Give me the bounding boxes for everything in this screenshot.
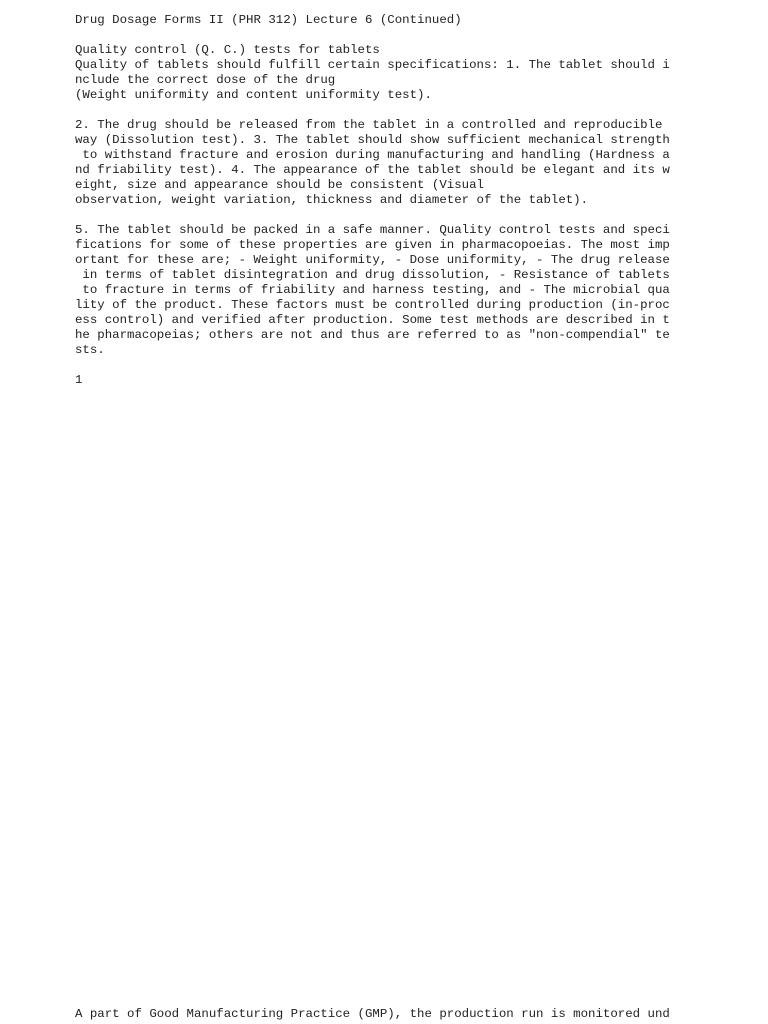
- paragraph-2-line: observation, weight variation, thickness and diameter of the tablet).: [75, 193, 589, 207]
- paragraph-2-line: way (Dissolution test). 3. The tablet should show sufficient mechanical strength: [75, 133, 670, 147]
- document-title: Drug Dosage Forms II (PHR 312) Lecture 6 (Continued): [75, 13, 462, 27]
- paragraph-3-line: 5. The tablet should be packed in a safe manner. Quality control tests and speci: [75, 223, 670, 237]
- paragraph-3-line: lity of the product. These factors must be controlled during production (in-proc: [75, 298, 670, 312]
- paragraph-1-line: Quality of tablets should fulfill certain specifications: 1. The tablet should i: [75, 58, 670, 72]
- paragraph-2-line: 2. The drug should be released from the tablet in a controlled and reproducible: [75, 118, 663, 132]
- footer-text: A part of Good Manufacturing Practice (GMP), the production run is monitored und: [75, 1007, 670, 1021]
- paragraph-2-line: eight, size and appearance should be consistent (Visual: [75, 178, 484, 192]
- paragraph-3-line: he pharmacopeias; others are not and thus are referred to as "non-compendial" te: [75, 328, 670, 342]
- paragraph-1-line: nclude the correct dose of the drug: [75, 73, 336, 87]
- paragraph-2-line: to withstand fracture and erosion during manufacturing and handling (Hardness a: [75, 148, 670, 162]
- paragraph-2-line: nd friability test). 4. The appearance of the tablet should be elegant and its w: [75, 163, 670, 177]
- paragraph-3-line: sts.: [75, 343, 105, 357]
- paragraph-3-line: to fracture in terms of friability and harness testing, and - The microbial qua: [75, 283, 670, 297]
- paragraph-1-line: (Weight uniformity and content uniformity test).: [75, 88, 432, 102]
- paragraph-3-line: in terms of tablet disintegration and drug dissolution, - Resistance of tablets: [75, 268, 670, 282]
- paragraph-3-line: fications for some of these properties are given in pharmacopoeias. The most imp: [75, 238, 670, 252]
- paragraph-3-line: ortant for these are; - Weight uniformity, - Dose uniformity, - The drug release: [75, 253, 670, 267]
- page-number: 1: [75, 373, 83, 387]
- paragraph-3-line: ess control) and verified after production. Some test methods are described in t: [75, 313, 670, 327]
- section-heading: Quality control (Q. C.) tests for tablets: [75, 43, 380, 57]
